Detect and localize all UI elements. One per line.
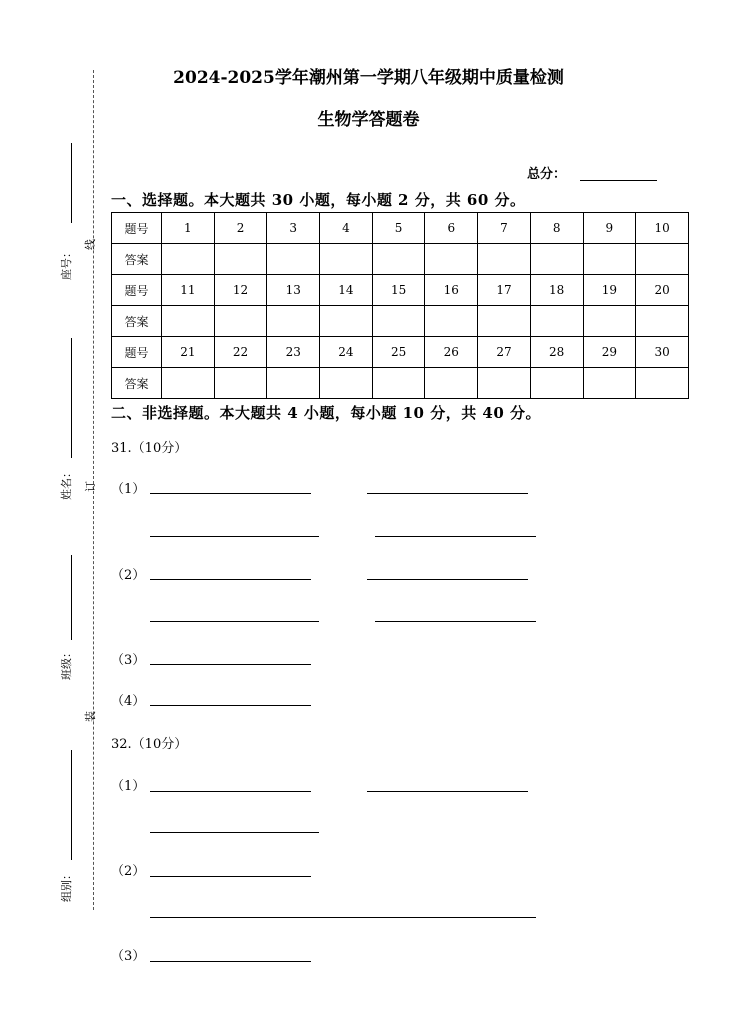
answer-cell[interactable] — [372, 244, 425, 275]
grid-row-label: 题号 — [112, 275, 162, 306]
question-number-cell: 8 — [530, 213, 583, 244]
grid-row-label: 答案 — [112, 306, 162, 337]
answer-cell[interactable] — [478, 306, 531, 337]
question-number-cell: 23 — [267, 337, 320, 368]
q32-part2-label: （2） — [111, 864, 146, 879]
class-field-line — [71, 555, 72, 640]
q31-part2-blank-a[interactable] — [150, 579, 311, 580]
q31-part2-blank-b[interactable] — [367, 579, 528, 580]
grid-row-label: 答案 — [112, 244, 162, 275]
page-title: 2024-2025学年潮州第一学期八年级期中质量检测 — [173, 68, 564, 88]
total-score-field[interactable] — [580, 180, 657, 181]
question-number-cell: 30 — [636, 337, 689, 368]
q31-part3-blank[interactable] — [150, 664, 311, 665]
question-number-cell: 27 — [478, 337, 531, 368]
answer-cell[interactable] — [214, 244, 267, 275]
answer-cell[interactable] — [267, 306, 320, 337]
question-number-cell: 22 — [214, 337, 267, 368]
grid-row — [112, 368, 689, 399]
answer-cell[interactable] — [320, 368, 373, 399]
question-number-cell: 7 — [478, 213, 531, 244]
question-number-cell: 9 — [583, 213, 636, 244]
answer-cell[interactable] — [425, 244, 478, 275]
question-number-cell: 3 — [267, 213, 320, 244]
cut-mark-xian: 线 — [84, 239, 97, 250]
seat-label: 座号： — [60, 247, 73, 280]
q31-part2-blank-c[interactable] — [150, 621, 319, 622]
section2-heading: 二、非选择题。本大题共 4 小题，每小题 10 分，共 40 分。 — [111, 404, 542, 422]
q31-part4-label: （4） — [111, 694, 146, 709]
name-field-line — [71, 338, 72, 458]
cut-mark-zhuang: 装 — [84, 711, 97, 722]
group-label: 组别： — [60, 869, 73, 902]
question-number-cell: 5 — [372, 213, 425, 244]
grid-row — [112, 337, 689, 368]
grid-row — [112, 213, 689, 244]
q31-part1-blank-c[interactable] — [150, 536, 319, 537]
answer-cell[interactable] — [636, 306, 689, 337]
answer-cell[interactable] — [425, 306, 478, 337]
question-number-cell: 4 — [320, 213, 373, 244]
answer-cell[interactable] — [530, 368, 583, 399]
class-label: 班级： — [60, 647, 73, 680]
question-number-cell: 6 — [425, 213, 478, 244]
question-number-cell: 20 — [636, 275, 689, 306]
question-number-cell: 19 — [583, 275, 636, 306]
q32-part2-blank-a[interactable] — [150, 876, 311, 877]
q31-part4-blank[interactable] — [150, 705, 311, 706]
page-subtitle: 生物学答题卷 — [317, 110, 420, 130]
answer-cell[interactable] — [162, 368, 215, 399]
q31-part2-blank-d[interactable] — [375, 621, 536, 622]
question-number-cell: 21 — [162, 337, 215, 368]
answer-cell[interactable] — [214, 306, 267, 337]
answer-cell[interactable] — [162, 244, 215, 275]
answer-cell[interactable] — [478, 244, 531, 275]
q32-part1-blank-a[interactable] — [150, 791, 311, 792]
q31-part3-label: （3） — [111, 653, 146, 668]
q31-part1-blank-b[interactable] — [367, 493, 528, 494]
section1-heading: 一、选择题。本大题共 30 小题，每小题 2 分，共 60 分。 — [111, 191, 526, 209]
answer-cell[interactable] — [320, 306, 373, 337]
q32-part1-label: （1） — [111, 779, 146, 794]
q32-title: 32.（10分） — [111, 737, 188, 752]
answer-cell[interactable] — [425, 368, 478, 399]
answer-grid — [111, 212, 689, 399]
question-number-cell: 25 — [372, 337, 425, 368]
answer-cell[interactable] — [583, 306, 636, 337]
question-number-cell: 13 — [267, 275, 320, 306]
q31-part2-label: （2） — [111, 568, 146, 583]
answer-cell[interactable] — [267, 368, 320, 399]
answer-cell[interactable] — [372, 306, 425, 337]
cut-mark-ding: 订 — [84, 481, 97, 492]
answer-cell[interactable] — [372, 368, 425, 399]
grid-row-label: 题号 — [112, 213, 162, 244]
q31-part1-label: （1） — [111, 482, 146, 497]
question-number-cell: 16 — [425, 275, 478, 306]
question-number-cell: 15 — [372, 275, 425, 306]
name-label: 姓名： — [60, 467, 73, 500]
question-number-cell: 2 — [214, 213, 267, 244]
answer-cell[interactable] — [530, 306, 583, 337]
q32-part1-blank-b[interactable] — [367, 791, 528, 792]
question-number-cell: 29 — [583, 337, 636, 368]
answer-cell[interactable] — [214, 368, 267, 399]
answer-cell[interactable] — [583, 244, 636, 275]
answer-cell[interactable] — [530, 244, 583, 275]
group-field-line — [71, 750, 72, 860]
question-number-cell: 11 — [162, 275, 215, 306]
grid-row — [112, 244, 689, 275]
q31-part1-blank-a[interactable] — [150, 493, 311, 494]
answer-cell[interactable] — [583, 368, 636, 399]
q32-part2-blank-b[interactable] — [150, 917, 536, 918]
grid-row-label: 题号 — [112, 337, 162, 368]
question-number-cell: 17 — [478, 275, 531, 306]
grid-row — [112, 306, 689, 337]
seat-field-line — [71, 143, 72, 223]
grid-row — [112, 275, 689, 306]
answer-cell[interactable] — [478, 368, 531, 399]
q32-part3-label: （3） — [111, 949, 146, 964]
question-number-cell: 24 — [320, 337, 373, 368]
total-score-label: 总分： — [527, 167, 567, 182]
question-number-cell: 12 — [214, 275, 267, 306]
question-number-cell: 28 — [530, 337, 583, 368]
grid-row-label: 答案 — [112, 368, 162, 399]
answer-cell[interactable] — [267, 244, 320, 275]
answer-cell[interactable] — [320, 244, 373, 275]
answer-cell[interactable] — [636, 244, 689, 275]
q31-title: 31.（10分） — [111, 441, 188, 456]
answer-cell[interactable] — [636, 368, 689, 399]
question-number-cell: 10 — [636, 213, 689, 244]
q32-part1-blank-c[interactable] — [150, 832, 319, 833]
question-number-cell: 26 — [425, 337, 478, 368]
question-number-cell: 1 — [162, 213, 215, 244]
answer-cell[interactable] — [162, 306, 215, 337]
q32-part3-blank[interactable] — [150, 961, 311, 962]
question-number-cell: 18 — [530, 275, 583, 306]
question-number-cell: 14 — [320, 275, 373, 306]
q31-part1-blank-d[interactable] — [375, 536, 536, 537]
